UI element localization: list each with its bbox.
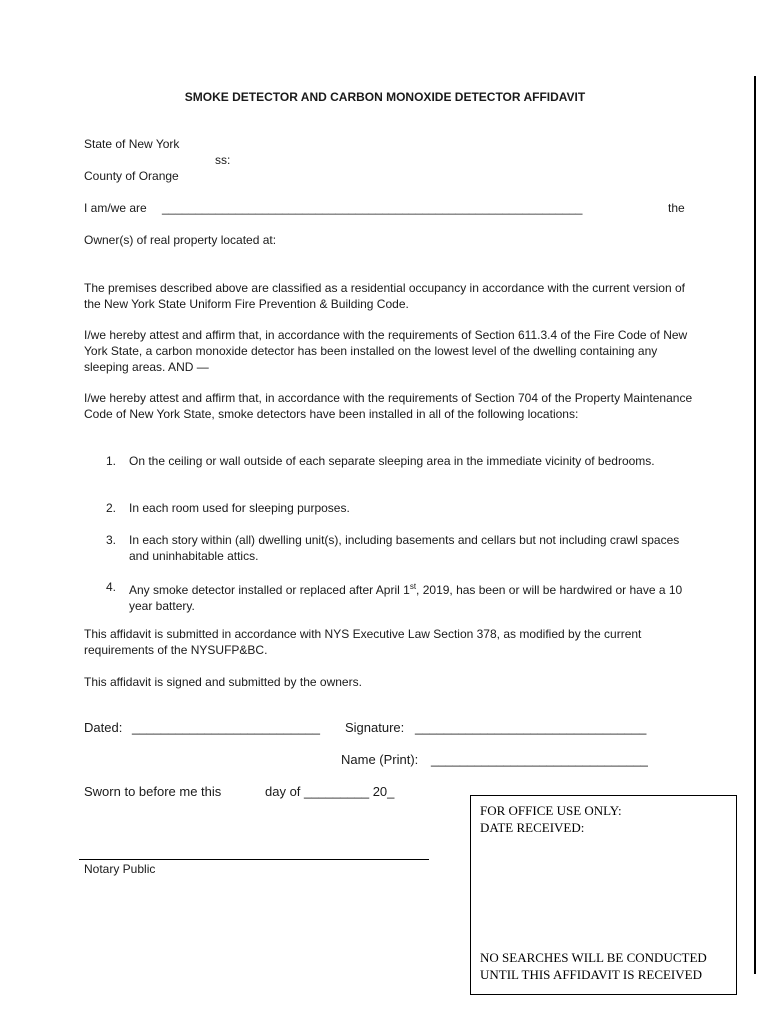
venue-county: County of Orange (84, 169, 179, 183)
sworn-label: Sworn to before me this (84, 784, 222, 799)
list-item-number: 3. (106, 533, 117, 547)
list-item-number: 2. (106, 501, 117, 515)
list-item-text: On the ceiling or wall outside of each separate sleeping area in the immediate vicinity of bedrooms. (129, 454, 655, 468)
signature-label: Signature: (345, 720, 405, 735)
venue-ss: ss: (215, 153, 231, 167)
paragraph-executive-law: This affidavit is submitted in accordance with NYS Executive Law Section 378, as modified by the current requirements of the NYSUFP&BC. (84, 627, 642, 657)
document-title: SMOKE DETECTOR AND CARBON MONOXIDE DETECTOR AFFIDAVIT (184, 90, 586, 104)
list-item-text: In each story within (all) dwelling unit(s), including basements and cellars but not including crawl spaces and uninhabitable attics. (129, 533, 680, 563)
until-received-notice: UNTIL THIS AFFIDAVIT IS RECEIVED (480, 967, 702, 982)
office-use-heading: FOR OFFICE USE ONLY: (480, 803, 622, 818)
notary-signature-line[interactable] (79, 859, 429, 860)
list-item-text: In each room used for sleeping purposes. (129, 501, 350, 515)
date-received-label: DATE RECEIVED: (480, 820, 585, 835)
sworn-day-field[interactable]: day of _________ 20_ (265, 784, 395, 799)
paragraph-carbon-monoxide: I/we hereby attest and affirm that, in accordance with the requirements of Section 611.3.4 of the Fire Code of New York State, a carbon monoxide detector has been installed on the lowest level of the dwelling containing any sleeping areas. AND — (84, 328, 688, 374)
paragraph-classification: The premises described above are classified as a residential occupancy in accordance with the current version of the New York State Uniform Fire Prevention & Building Code. (84, 281, 685, 311)
name-print-field[interactable]: ______________________________ (431, 752, 648, 767)
paragraph-signed-by-owners: This affidavit is signed and submitted by the owners. (84, 675, 362, 689)
owner-line-prefix: I am/we are (84, 201, 147, 215)
notary-label: Notary Public (84, 862, 156, 876)
name-print-label: Name (Print): (341, 752, 419, 767)
list-item-number: 4. (106, 580, 117, 594)
ordinal-suffix: st (409, 582, 417, 591)
owner-name-field[interactable]: _______________________________________________________________ (162, 201, 583, 215)
list-item-text (129, 579, 689, 614)
list-item-text-end: , 2019, has been or will be hardwired or have a 10 year battery. (129, 583, 683, 613)
dated-label: Dated: (84, 720, 123, 735)
paragraph-smoke-detectors: I/we hereby attest and affirm that, in accordance with the requirements of Section 704 of the Property Maintenance Code of New York State, smoke detectors have been installed in all of the following locations: (84, 391, 693, 421)
office-use-box (470, 795, 737, 995)
no-searches-notice: NO SEARCHES WILL BE CONDUCTED (480, 950, 707, 965)
owner-line-suffix: the (668, 201, 685, 215)
signature-field[interactable]: ________________________________ (415, 720, 647, 735)
dated-field[interactable]: __________________________ (132, 720, 320, 735)
list-item-text-start: Any smoke detector installed or replaced after April 1 (129, 583, 410, 597)
right-margin-rule (754, 76, 756, 974)
list-item-number: 1. (106, 454, 117, 468)
property-label: Owner(s) of real property located at: (84, 233, 277, 247)
venue-state: State of New York (84, 137, 180, 151)
